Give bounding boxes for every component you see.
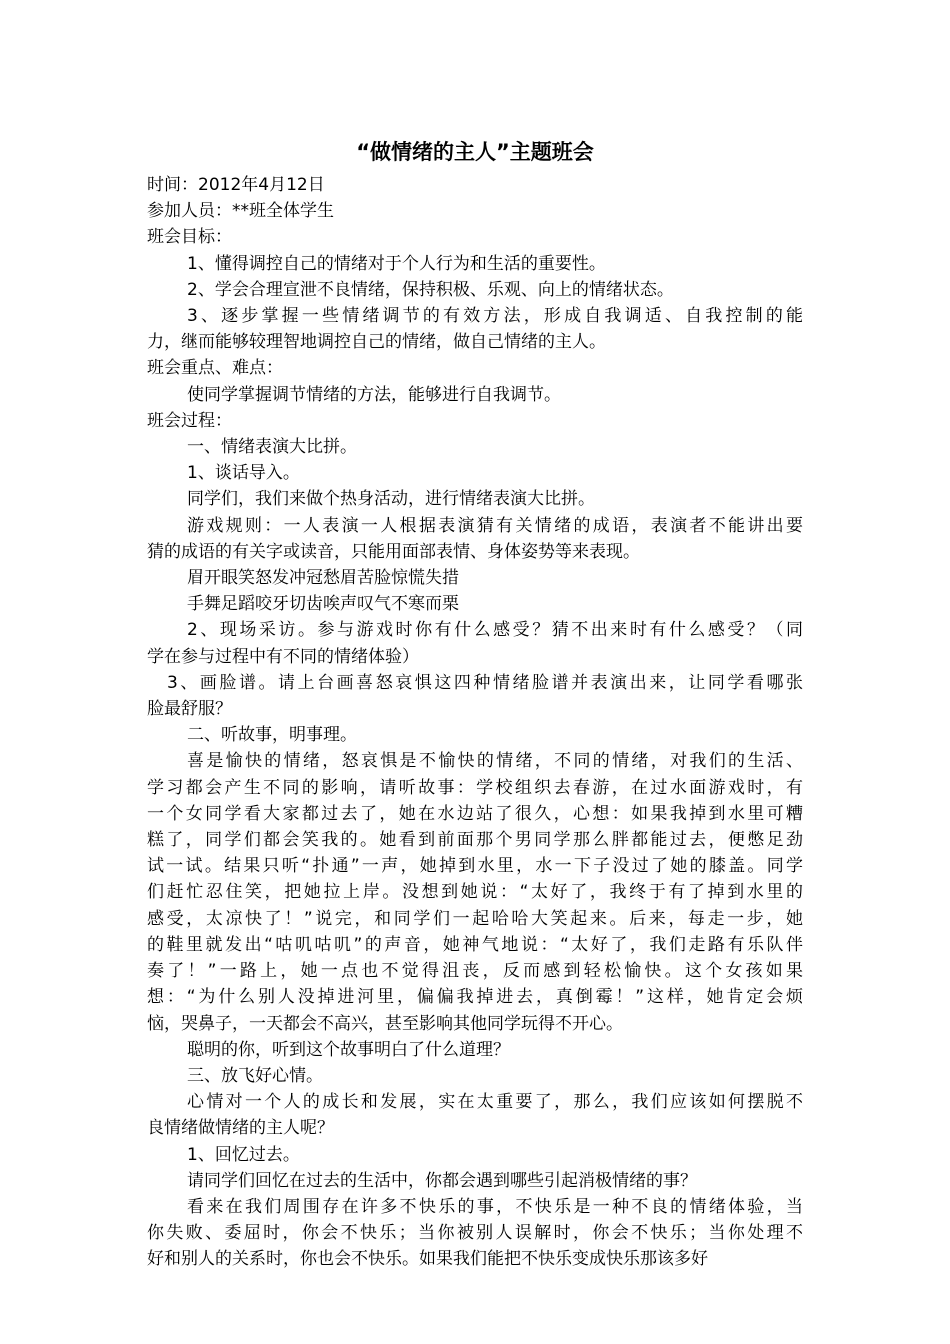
paragraph-line: 力，继而能够较理智地调控自己的情绪，做自己情绪的主人。 (147, 332, 606, 353)
paragraph-line: 2、学会合理宣泄不良情绪，保持积极、乐观、向上的情绪状态。 (187, 279, 674, 300)
paragraph-line: 请同学们回忆在过去的生活中，你都会遇到哪些引起消极情绪的事？ (187, 1170, 697, 1191)
paragraph-line: 想：“为什么别人没掉进河里，偏偏我掉进去，真倒霉！”这样，她肯定会烦 (147, 987, 803, 1008)
paragraph-line: 同学们，我们来做个热身活动，进行情绪表演大比拼。 (187, 489, 595, 510)
paragraph-line: 一个女同学看大家都过去了，她在水边站了很久，心想：如果我掉到水里可糟 (147, 803, 803, 824)
paragraph-line: 试一试。结果只听“扑通”一声，她掉到水里，水一下子没过了她的膝盖。同学 (147, 856, 803, 877)
paragraph-line: 3、逐步掌握一些情绪调节的有效方法，形成自我调适、自我控制的能 (187, 306, 803, 327)
section-heading: 班会重点、难点： (147, 358, 283, 379)
paragraph-line: 脸最舒服？ (147, 699, 232, 720)
paragraph-line: 手舞足蹈咬牙切齿唉声叹气不寒而栗 (187, 594, 459, 615)
paragraph-line: 的鞋里就发出“咕叽咕叽”的声音，她神气地说：“太好了，我们走路有乐队伴 (147, 934, 803, 955)
paragraph-line: 使同学掌握调节情绪的方法，能够进行自我调节。 (187, 384, 561, 405)
meta-time: 时间：2012年4月12日 (147, 175, 325, 195)
paragraph-line: 二、听故事，明事理。 (187, 725, 357, 746)
paragraph-line: 良情绪做情绪的主人呢？ (147, 1118, 334, 1139)
meta-participants: 参加人员：**班全体学生 (147, 201, 334, 222)
paragraph-line: 好和别人的关系时，你也会不快乐。如果我们能把不快乐变成快乐那该多好 (147, 1249, 708, 1270)
paragraph-line: 1、谈话导入。 (187, 463, 300, 484)
paragraph-line: 学习都会产生不同的影响，请听故事：学校组织去春游，在过水面游戏时，有 (147, 777, 803, 798)
paragraph-line: 聪明的你，听到这个故事明白了什么道理？ (187, 1039, 510, 1060)
paragraph-line: 游戏规则：一人表演一人根据表演猜有关情绪的成语，表演者不能讲出要 (187, 515, 803, 536)
paragraph-line: 心情对一个人的成长和发展，实在太重要了，那么，我们应该如何摆脱不 (187, 1092, 803, 1113)
paragraph-line: 三、放飞好心情。 (187, 1065, 323, 1086)
paragraph-line: 猜的成语的有关字或读音，只能用面部表情、身体姿势等来表现。 (147, 541, 640, 562)
paragraph-line: 学在参与过程中有不同的情绪体验） (147, 646, 419, 667)
paragraph-line: 糕了，同学们都会笑我的。她看到前面那个男同学那么胖都能过去，便憋足劲 (147, 830, 803, 851)
paragraph-line: 喜是愉快的情绪，怒哀惧是不愉快的情绪，不同的情绪，对我们的生活、 (187, 751, 803, 772)
document-body (147, 172, 803, 1273)
paragraph-line: 3、画脸谱。请上台画喜怒哀惧这四种情绪脸谱并表演出来，让同学看哪张 (167, 672, 803, 693)
paragraph-line: 们赶忙忍住笑，把她拉上岸。没想到她说：“太好了，我终于有了掉到水里的 (147, 882, 803, 903)
paragraph-line: 感受，太凉快了！”说完，和同学们一起哈哈大笑起来。后来，每走一步，她 (147, 908, 803, 929)
paragraph-line: 你失败、委屈时，你会不快乐；当你被别人误解时，你会不快乐；当你处理不 (147, 1223, 803, 1244)
paragraph-line: 奏了！”一路上，她一点也不觉得沮丧，反而感到轻松愉快。这个女孩如果 (147, 961, 803, 982)
paragraph-line: 1、懂得调控自己的情绪对于个人行为和生活的重要性。 (187, 253, 606, 274)
paragraph-line: 眉开眼笑怒发冲冠愁眉苦脸惊慌失措 (187, 568, 459, 589)
paragraph-line: 恼，哭鼻子，一天都会不高兴，甚至影响其他同学玩得不开心。 (147, 1013, 623, 1034)
document-title: “做情绪的主人”主题班会 (356, 140, 594, 164)
paragraph-line: 看来在我们周围存在许多不快乐的事，不快乐是一种不良的情绪体验，当 (187, 1196, 803, 1217)
section-heading: 班会过程： (147, 410, 232, 431)
paragraph-line: 1、回忆过去。 (187, 1144, 300, 1165)
paragraph-line: 一、情绪表演大比拼。 (187, 437, 357, 458)
section-heading: 班会目标： (147, 227, 232, 248)
paragraph-line: 2、现场采访。参与游戏时你有什么感受？猜不出来时有什么感受？（同 (187, 620, 803, 641)
